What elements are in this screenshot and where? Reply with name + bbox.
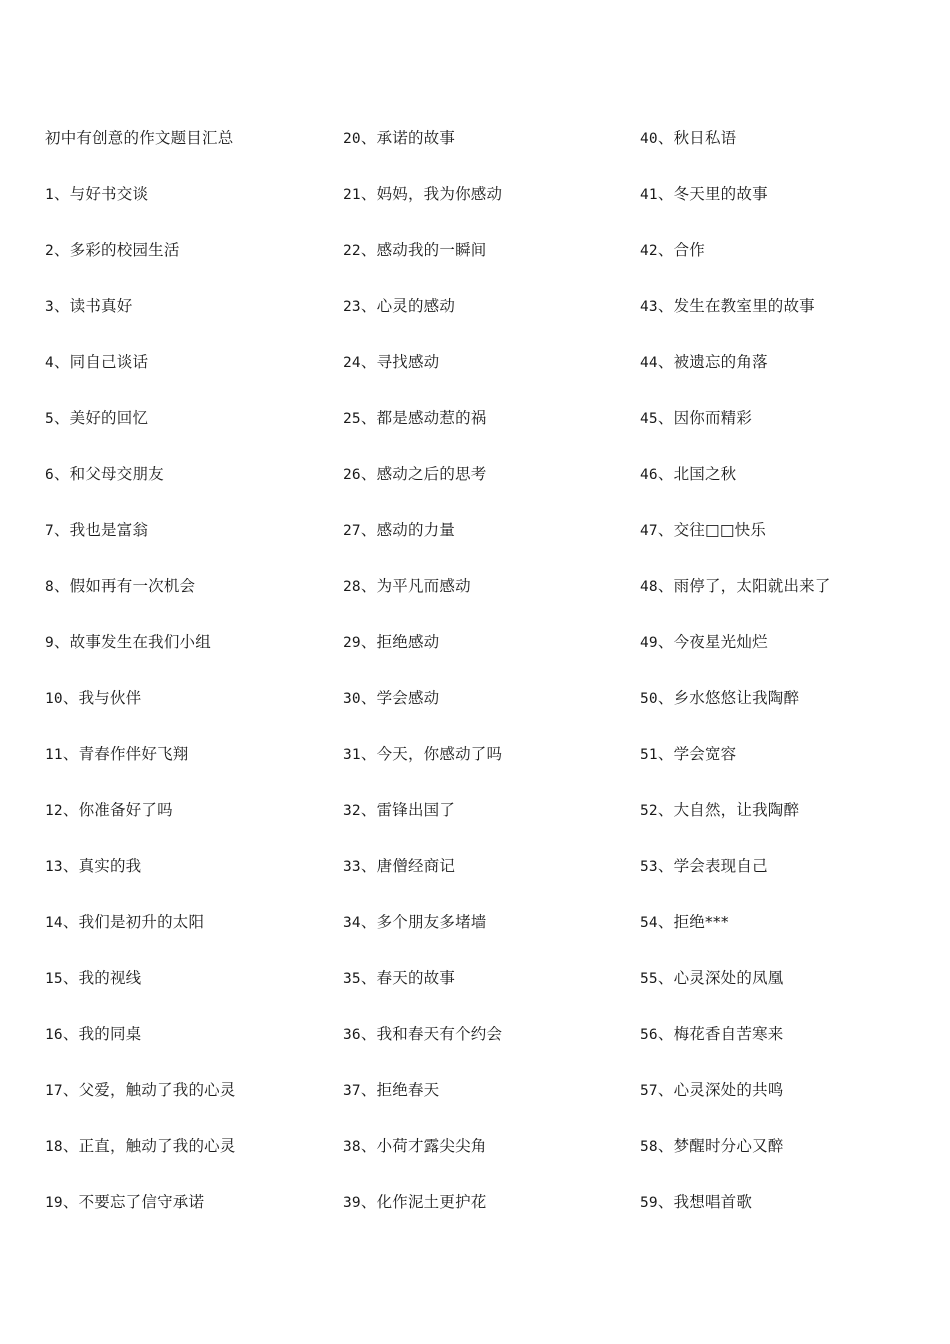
item-separator: 、 [62,913,79,931]
list-item [45,516,335,572]
item-number: 36 [343,1027,361,1043]
list-item [343,1132,633,1188]
item-number: 19 [45,1195,63,1211]
item-text: 心灵的感动 [376,297,456,315]
item-text: 不要忘了信守承诺 [78,1193,205,1211]
list-item [343,404,633,460]
item-separator: 、 [360,1025,377,1043]
item-number: 28 [343,579,361,595]
item-separator: 、 [360,577,377,595]
item-separator: 、 [360,1137,377,1155]
item-separator: 、 [657,969,674,987]
list-item [45,292,335,348]
item-text: 梅花香自苦寒来 [673,1025,784,1043]
item-text: 我们是初升的太阳 [78,913,205,931]
list-item [343,852,633,908]
item-text: 我想唱首歌 [673,1193,753,1211]
list-item [640,1020,930,1076]
item-number: 48 [640,579,658,595]
item-separator: 、 [360,689,377,707]
item-separator: 、 [53,577,70,595]
item-text: 今夜星光灿烂 [673,633,768,651]
item-number: 18 [45,1139,63,1155]
item-text: 假如再有一次机会 [69,577,196,595]
item-number: 49 [640,635,658,651]
item-number: 29 [343,635,361,651]
list-item [343,124,633,180]
item-separator: 、 [62,1193,79,1211]
item-separator: 、 [62,801,79,819]
item-separator: 、 [360,1193,377,1211]
item-text: 冬天里的故事 [673,185,768,203]
item-separator: 、 [657,633,674,651]
item-text: 拒绝感动 [376,633,440,651]
item-separator: 、 [53,465,70,483]
list-item [343,796,633,852]
list-item [640,796,930,852]
list-item [343,908,633,964]
item-text: 和父母交朋友 [69,465,164,483]
item-text: 大自然，让我陶醉 [673,801,800,819]
list-item [640,740,930,796]
item-text: 我和春天有个约会 [376,1025,503,1043]
item-number: 35 [343,971,361,987]
item-number: 3 [45,299,54,315]
list-item [640,572,930,628]
item-separator: 、 [360,745,377,763]
item-number: 46 [640,467,658,483]
list-item [343,180,633,236]
item-number: 45 [640,411,658,427]
item-number: 14 [45,915,63,931]
item-text: 多个朋友多堵墙 [376,913,487,931]
item-number: 54 [640,915,658,931]
list-item [45,1020,335,1076]
list-item [45,796,335,852]
item-separator: 、 [53,185,70,203]
item-number: 25 [343,411,361,427]
item-separator: 、 [657,577,674,595]
item-separator: 、 [657,1193,674,1211]
item-text: 学会感动 [376,689,440,707]
item-separator: 、 [657,521,674,539]
item-separator: 、 [62,1081,79,1099]
item-number: 15 [45,971,63,987]
list-item [45,1132,335,1188]
item-number: 1 [45,187,54,203]
list-item [640,1132,930,1188]
item-separator: 、 [657,857,674,875]
item-number: 56 [640,1027,658,1043]
list-item [640,908,930,964]
item-separator: 、 [53,633,70,651]
item-number: 27 [343,523,361,539]
item-text: 乡水悠悠让我陶醉 [673,689,800,707]
item-separator: 、 [62,1025,79,1043]
list-item [45,348,335,404]
item-separator: 、 [657,409,674,427]
item-number: 31 [343,747,361,763]
list-item [640,1188,930,1244]
item-text: 小荷才露尖尖角 [376,1137,487,1155]
list-item [343,684,633,740]
column-3 [640,124,930,1244]
item-separator: 、 [657,185,674,203]
item-number: 38 [343,1139,361,1155]
item-separator: 、 [53,353,70,371]
item-separator: 、 [360,129,377,147]
item-text: 我与伙伴 [78,689,142,707]
item-number: 30 [343,691,361,707]
item-separator: 、 [360,1081,377,1099]
item-text: 故事发生在我们小组 [69,633,211,651]
list-item [640,404,930,460]
list-item [343,1020,633,1076]
item-separator: 、 [657,1025,674,1043]
item-text: 春天的故事 [376,969,456,987]
list-item [343,572,633,628]
item-separator: 、 [657,689,674,707]
item-separator: 、 [657,913,674,931]
list-item [640,460,930,516]
item-number: 9 [45,635,54,651]
item-separator: 、 [360,409,377,427]
item-number: 10 [45,691,63,707]
item-number: 58 [640,1139,658,1155]
item-number: 53 [640,859,658,875]
item-separator: 、 [657,241,674,259]
list-item [45,1076,335,1132]
item-separator: 、 [360,297,377,315]
item-text: 美好的回忆 [69,409,149,427]
item-separator: 、 [360,633,377,651]
item-text: 同自己谈话 [69,353,149,371]
item-separator: 、 [53,241,70,259]
column-1 [45,124,335,1244]
item-text: 正直，触动了我的心灵 [78,1137,236,1155]
list-item [343,460,633,516]
item-number: 41 [640,187,658,203]
item-text: 感动我的一瞬间 [376,241,487,259]
item-text: 学会表现自己 [673,857,768,875]
item-number: 42 [640,243,658,259]
list-item [45,460,335,516]
item-separator: 、 [53,409,70,427]
item-separator: 、 [62,689,79,707]
list-item [45,236,335,292]
item-text: 承诺的故事 [376,129,456,147]
item-number: 2 [45,243,54,259]
item-number: 13 [45,859,63,875]
item-separator: 、 [62,969,79,987]
item-text: 被遗忘的角落 [673,353,768,371]
list-item [640,236,930,292]
item-text: 化作泥土更护花 [376,1193,487,1211]
item-text: 多彩的校园生活 [69,241,180,259]
item-separator: 、 [657,465,674,483]
item-separator: 、 [62,745,79,763]
item-text: 读书真好 [69,297,133,315]
item-number: 21 [343,187,361,203]
list-item [640,180,930,236]
item-number: 59 [640,1195,658,1211]
item-separator: 、 [657,801,674,819]
item-number: 5 [45,411,54,427]
item-number: 43 [640,299,658,315]
item-text: 唐僧经商记 [376,857,456,875]
item-number: 47 [640,523,658,539]
item-number: 11 [45,747,63,763]
list-item [343,628,633,684]
item-text: 为平凡而感动 [376,577,471,595]
list-item [45,684,335,740]
item-separator: 、 [657,1081,674,1099]
item-number: 6 [45,467,54,483]
item-text: 北国之秋 [673,465,737,483]
item-separator: 、 [360,521,377,539]
item-number: 37 [343,1083,361,1099]
item-separator: 、 [657,129,674,147]
item-text: 拒绝春天 [376,1081,440,1099]
item-text: 真实的我 [78,857,142,875]
list-item [45,964,335,1020]
list-item [343,964,633,1020]
item-number: 26 [343,467,361,483]
item-text: 秋日私语 [673,129,737,147]
item-separator: 、 [62,1137,79,1155]
item-separator: 、 [360,857,377,875]
list-item [343,1076,633,1132]
list-item [640,852,930,908]
item-number: 20 [343,131,361,147]
list-item [640,348,930,404]
item-number: 7 [45,523,54,539]
item-separator: 、 [657,1137,674,1155]
list-item [45,740,335,796]
item-number: 44 [640,355,658,371]
list-item [343,348,633,404]
item-text: 妈妈，我为你感动 [376,185,503,203]
list-item [45,908,335,964]
item-text: 心灵深处的凤凰 [673,969,784,987]
item-separator: 、 [360,801,377,819]
list-item [343,1188,633,1244]
item-number: 40 [640,131,658,147]
list-item [45,572,335,628]
item-text: 学会宽容 [673,745,737,763]
list-item [640,964,930,1020]
list-item [640,292,930,348]
item-text: 我也是富翁 [69,521,149,539]
item-text: 合作 [673,241,705,259]
column-2 [343,124,633,1244]
item-text: 交往□□快乐 [673,521,767,539]
item-number: 17 [45,1083,63,1099]
item-text: 你准备好了吗 [78,801,173,819]
item-number: 39 [343,1195,361,1211]
item-separator: 、 [657,297,674,315]
item-number: 22 [343,243,361,259]
item-text: 青春作伴好飞翔 [78,745,189,763]
list-item [640,684,930,740]
item-number: 50 [640,691,658,707]
item-number: 32 [343,803,361,819]
item-text: 心灵深处的共鸣 [673,1081,784,1099]
item-separator: 、 [360,185,377,203]
item-number: 52 [640,803,658,819]
document-title [45,124,335,180]
list-item [343,740,633,796]
item-separator: 、 [360,241,377,259]
item-separator: 、 [53,521,70,539]
item-number: 24 [343,355,361,371]
list-item [640,124,930,180]
list-item [640,516,930,572]
item-text: 寻找感动 [376,353,440,371]
item-separator: 、 [360,969,377,987]
item-number: 23 [343,299,361,315]
list-item [45,180,335,236]
item-number: 8 [45,579,54,595]
list-item [343,516,633,572]
item-text: 雷锋出国了 [376,801,456,819]
item-separator: 、 [657,745,674,763]
item-text: 今天，你感动了吗 [376,745,503,763]
list-item [640,1076,930,1132]
item-text: 感动的力量 [376,521,456,539]
item-text: 都是感动惹的祸 [376,409,487,427]
item-number: 57 [640,1083,658,1099]
item-number: 16 [45,1027,63,1043]
list-item [45,404,335,460]
title-text: 初中有创意的作文题目汇总 [45,129,234,147]
item-number: 51 [640,747,658,763]
list-item [45,628,335,684]
item-text: 我的同桌 [78,1025,142,1043]
item-number: 12 [45,803,63,819]
list-item [343,236,633,292]
list-item [640,628,930,684]
item-separator: 、 [360,353,377,371]
item-text: 发生在教室里的故事 [673,297,815,315]
item-number: 34 [343,915,361,931]
item-separator: 、 [360,913,377,931]
item-text: 拒绝*** [673,913,729,931]
item-number: 55 [640,971,658,987]
item-separator: 、 [62,857,79,875]
item-separator: 、 [360,465,377,483]
list-item [45,1188,335,1244]
item-text: 父爱，触动了我的心灵 [78,1081,236,1099]
item-text: 我的视线 [78,969,142,987]
item-text: 因你而精彩 [673,409,753,427]
item-separator: 、 [657,353,674,371]
item-text: 与好书交谈 [69,185,149,203]
item-number: 33 [343,859,361,875]
item-number: 4 [45,355,54,371]
item-separator: 、 [53,297,70,315]
list-item [343,292,633,348]
list-item [45,852,335,908]
item-text: 感动之后的思考 [376,465,487,483]
item-text: 梦醒时分心又醉 [673,1137,784,1155]
item-text: 雨停了，太阳就出来了 [673,577,831,595]
